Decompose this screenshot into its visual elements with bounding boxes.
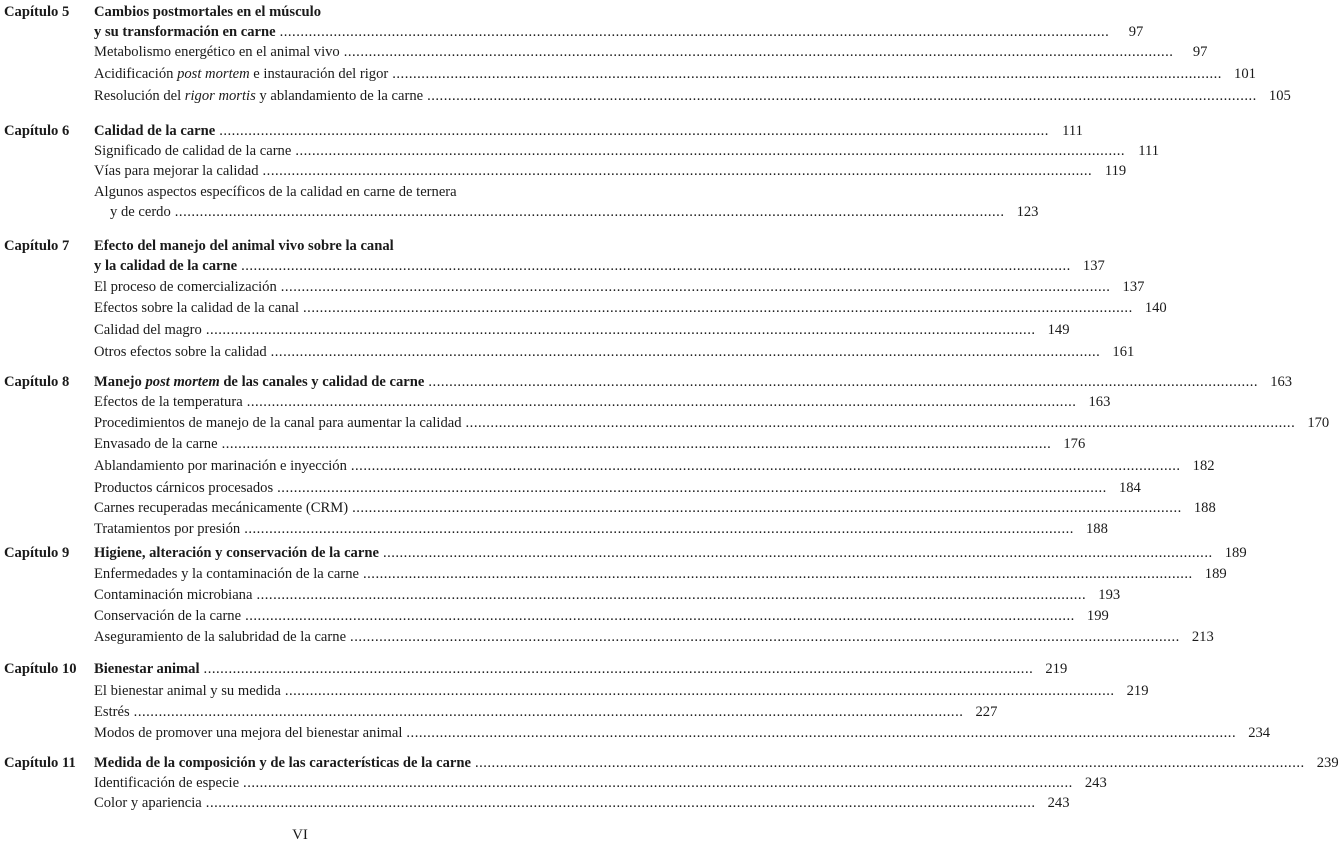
leader-dots: ........................................................................................................................................................................................................: [205, 795, 1036, 811]
leader-dots: ........................................................................................................................................................................................................: [244, 521, 1074, 537]
page-number: 219: [1045, 661, 1068, 677]
entry-text: Contaminación microbiana: [94, 587, 253, 603]
entry-text: Calidad del magro: [94, 322, 202, 338]
leader-dots: ........................................................................................................................................................................................................: [280, 279, 1111, 295]
entry-text: Estrés: [94, 704, 130, 720]
toc-entry: [94, 320, 1070, 340]
page-number: 123: [1016, 204, 1039, 220]
leader-dots: ........................................................................................................................................................................................................: [133, 704, 964, 720]
chapter-title-entry: [94, 372, 1293, 392]
leader-dots: ........................................................................................................................................................................................................: [241, 258, 1071, 274]
toc-entry: [94, 723, 1271, 743]
entry-text: Significado de calidad de la carne: [94, 143, 292, 159]
toc-entry: [94, 277, 1145, 297]
toc-entry: [94, 681, 1149, 701]
entry-text: Tratamientos por presión: [94, 521, 241, 537]
entry-text: Acidificación post mortem e instauración del rigor: [94, 66, 389, 82]
chapter-label: Capítulo 10: [4, 661, 77, 677]
toc-entry: [94, 161, 1127, 181]
leader-dots: ........................................................................................................................................................................................................: [382, 545, 1213, 561]
entry-text: Otros efectos sobre la calidad: [94, 344, 267, 360]
toc-entry: [94, 392, 1111, 412]
chapter-title-line2: y su transformación en carne: [94, 24, 276, 40]
toc-entry: [94, 342, 1135, 362]
page-number: 243: [1084, 775, 1107, 791]
page-number: 239: [1316, 755, 1339, 771]
entry-text: Productos cárnicos procesados: [94, 480, 274, 496]
page-number: 234: [1248, 725, 1271, 741]
leader-dots: ........................................................................................................................................................................................................: [284, 683, 1115, 699]
page-number: 219: [1126, 683, 1149, 699]
chapter-title-entry: [94, 659, 1068, 679]
entry-text: Aseguramiento de la salubridad de la carne: [94, 629, 347, 645]
entry-text: Resolución del rigor mortis y ablandamiento de la carne: [94, 88, 424, 104]
leader-dots: ........................................................................................................................................................................................................: [243, 775, 1073, 791]
chapter-label: Capítulo 7: [4, 238, 70, 254]
chapter-title-entry: [94, 256, 1105, 276]
page-number: 188: [1193, 500, 1216, 516]
leader-dots: ........................................................................................................................................................................................................: [350, 458, 1181, 474]
chapter-title-entry: [94, 22, 1144, 42]
leader-dots: ........................................................................................................................................................................................................: [350, 629, 1180, 645]
toc-entry: [94, 773, 1107, 793]
leader-dots: ........................................................................................................................................................................................................: [174, 204, 1005, 220]
page-folio: VI: [292, 827, 308, 843]
toc-entry: [94, 627, 1214, 647]
leader-dots: ........................................................................................................................................................................................................: [474, 755, 1305, 771]
entry-text: Procedimientos de manejo de la canal para aumentar la calidad: [94, 415, 462, 431]
toc-entry: [94, 64, 1256, 84]
page-number: 176: [1063, 436, 1086, 452]
page-number: 140: [1144, 300, 1167, 316]
page-number: 243: [1047, 795, 1070, 811]
chapter-title-entry: [94, 121, 1083, 141]
page-number: 137: [1122, 279, 1145, 295]
page-number: 189: [1224, 545, 1247, 561]
page-number: 193: [1098, 587, 1121, 603]
leader-dots: ........................................................................................................................................................................................................: [392, 66, 1222, 82]
entry-text: El bienestar animal y su medida: [94, 683, 281, 699]
leader-dots: ........................................................................................................................................................................................................: [427, 88, 1257, 104]
page-number: 182: [1192, 458, 1215, 474]
toc-entry: [94, 498, 1216, 518]
leader-dots: ........................................................................................................................................................................................................: [277, 480, 1107, 496]
leader-dots: ........................................................................................................................................................................................................: [343, 44, 1174, 60]
chapter-title-line1: Cambios postmortales en el músculo: [94, 4, 322, 20]
entry-text: Efectos de la temperatura: [94, 394, 243, 410]
page-number: 101: [1234, 66, 1256, 82]
leader-dots: ........................................................................................................................................................................................................: [262, 163, 1093, 179]
chapter-title-line1: Efecto del manejo del animal vivo sobre la canal: [94, 238, 394, 254]
chapter-title: Bienestar animal: [94, 661, 200, 677]
toc-entry: [94, 585, 1121, 605]
page-number: 163: [1088, 394, 1111, 410]
chapter-title-line2: y la calidad de la carne: [94, 258, 238, 274]
leader-dots: ........................................................................................................................................................................................................: [295, 143, 1126, 159]
page-number: 163: [1270, 374, 1293, 390]
chapter-label: Capítulo 11: [4, 755, 76, 771]
toc-entry: [94, 519, 1108, 539]
toc-entry: [94, 564, 1227, 584]
page-number: 97: [1192, 44, 1208, 60]
page-number: 111: [1138, 143, 1160, 159]
chapter-title-entry: [94, 753, 1339, 773]
leader-dots: ........................................................................................................................................................................................................: [219, 123, 1049, 139]
page-number: 161: [1112, 344, 1135, 360]
leader-dots: ........................................................................................................................................................................................................: [270, 344, 1101, 360]
page-number: 149: [1047, 322, 1070, 338]
leader-dots: ........................................................................................................................................................................................................: [246, 394, 1077, 410]
toc-entry: [94, 793, 1070, 813]
leader-dots: ........................................................................................................................................................................................................: [406, 725, 1237, 741]
leader-dots: ........................................................................................................................................................................................................: [352, 500, 1182, 516]
entry-text: Conservación de la carne: [94, 608, 242, 624]
toc-entry: [94, 478, 1141, 498]
entry-text: Enfermedades y la contaminación de la carne: [94, 566, 359, 582]
leader-dots: ........................................................................................................................................................................................................: [205, 322, 1036, 338]
entry-text: Vías para mejorar la calidad: [94, 163, 259, 179]
page-number: 227: [975, 704, 998, 720]
entry-text: Envasado de la carne: [94, 436, 218, 452]
entry-text: El proceso de comercialización: [94, 279, 277, 295]
toc-entry: [94, 702, 998, 722]
toc-entry: [94, 434, 1086, 454]
entry-text: Algunos aspectos específicos de la calidad en carne de ternera: [94, 184, 457, 200]
toc-entry: [94, 42, 1208, 62]
toc-entry: [94, 413, 1330, 433]
leader-dots: ........................................................................................................................................................................................................: [256, 587, 1087, 603]
toc-entry: [94, 86, 1291, 106]
leader-dots: ........................................................................................................................................................................................................: [303, 300, 1133, 316]
page-number: 213: [1191, 629, 1214, 645]
leader-dots: ........................................................................................................................................................................................................: [363, 566, 1193, 582]
entry-text: Identificación de especie: [94, 775, 240, 791]
entry-text: Modos de promover una mejora del bienestar animal: [94, 725, 403, 741]
page-number: 137: [1082, 258, 1105, 274]
chapter-title: Manejo post mortem de las canales y calidad de carne: [94, 374, 425, 390]
chapter-title: Medida de la composición y de las características de la carne: [94, 755, 471, 771]
entry-text: Metabolismo energético en el animal vivo: [94, 44, 340, 60]
chapter-label: Capítulo 9: [4, 545, 70, 561]
leader-dots: ........................................................................................................................................................................................................: [245, 608, 1075, 624]
toc-entry: [94, 141, 1160, 161]
chapter-title: Higiene, alteración y conservación de la carne: [94, 545, 379, 561]
page-number: 97: [1128, 24, 1144, 40]
toc-entry-continuation: [110, 202, 1039, 222]
chapter-title-entry: [94, 543, 1247, 563]
chapter-label: Capítulo 8: [4, 374, 70, 390]
chapter-label: Capítulo 6: [4, 123, 70, 139]
leader-dots: ........................................................................................................................................................................................................: [428, 374, 1259, 390]
page-number: 111: [1062, 123, 1083, 139]
chapter-label: Capítulo 5: [4, 4, 70, 20]
page-number: 170: [1307, 415, 1330, 431]
leader-dots: ........................................................................................................................................................................................................: [279, 24, 1110, 40]
page-number: 188: [1086, 521, 1108, 537]
page-number: 184: [1118, 480, 1141, 496]
page-number: 105: [1268, 88, 1291, 104]
leader-dots: ........................................................................................................................................................................................................: [465, 415, 1296, 431]
entry-text: Efectos sobre la calidad de la canal: [94, 300, 300, 316]
leader-dots: ........................................................................................................................................................................................................: [203, 661, 1034, 677]
chapter-title: Calidad de la carne: [94, 123, 216, 139]
page-number: 189: [1204, 566, 1227, 582]
entry-text-continued: y de cerdo: [110, 204, 171, 220]
page-number: 119: [1104, 163, 1127, 179]
page-number: 199: [1086, 608, 1109, 624]
entry-text: Ablandamiento por marinación e inyección: [94, 458, 347, 474]
entry-text: Carnes recuperadas mecánicamente (CRM): [94, 500, 349, 516]
toc-entry-first-line: [94, 182, 596, 202]
leader-dots: ........................................................................................................................................................................................................: [221, 436, 1052, 452]
toc-entry: [94, 456, 1215, 476]
toc-entry: [94, 298, 1167, 318]
toc-entry: [94, 606, 1109, 626]
entry-text: Color y apariencia: [94, 795, 202, 811]
